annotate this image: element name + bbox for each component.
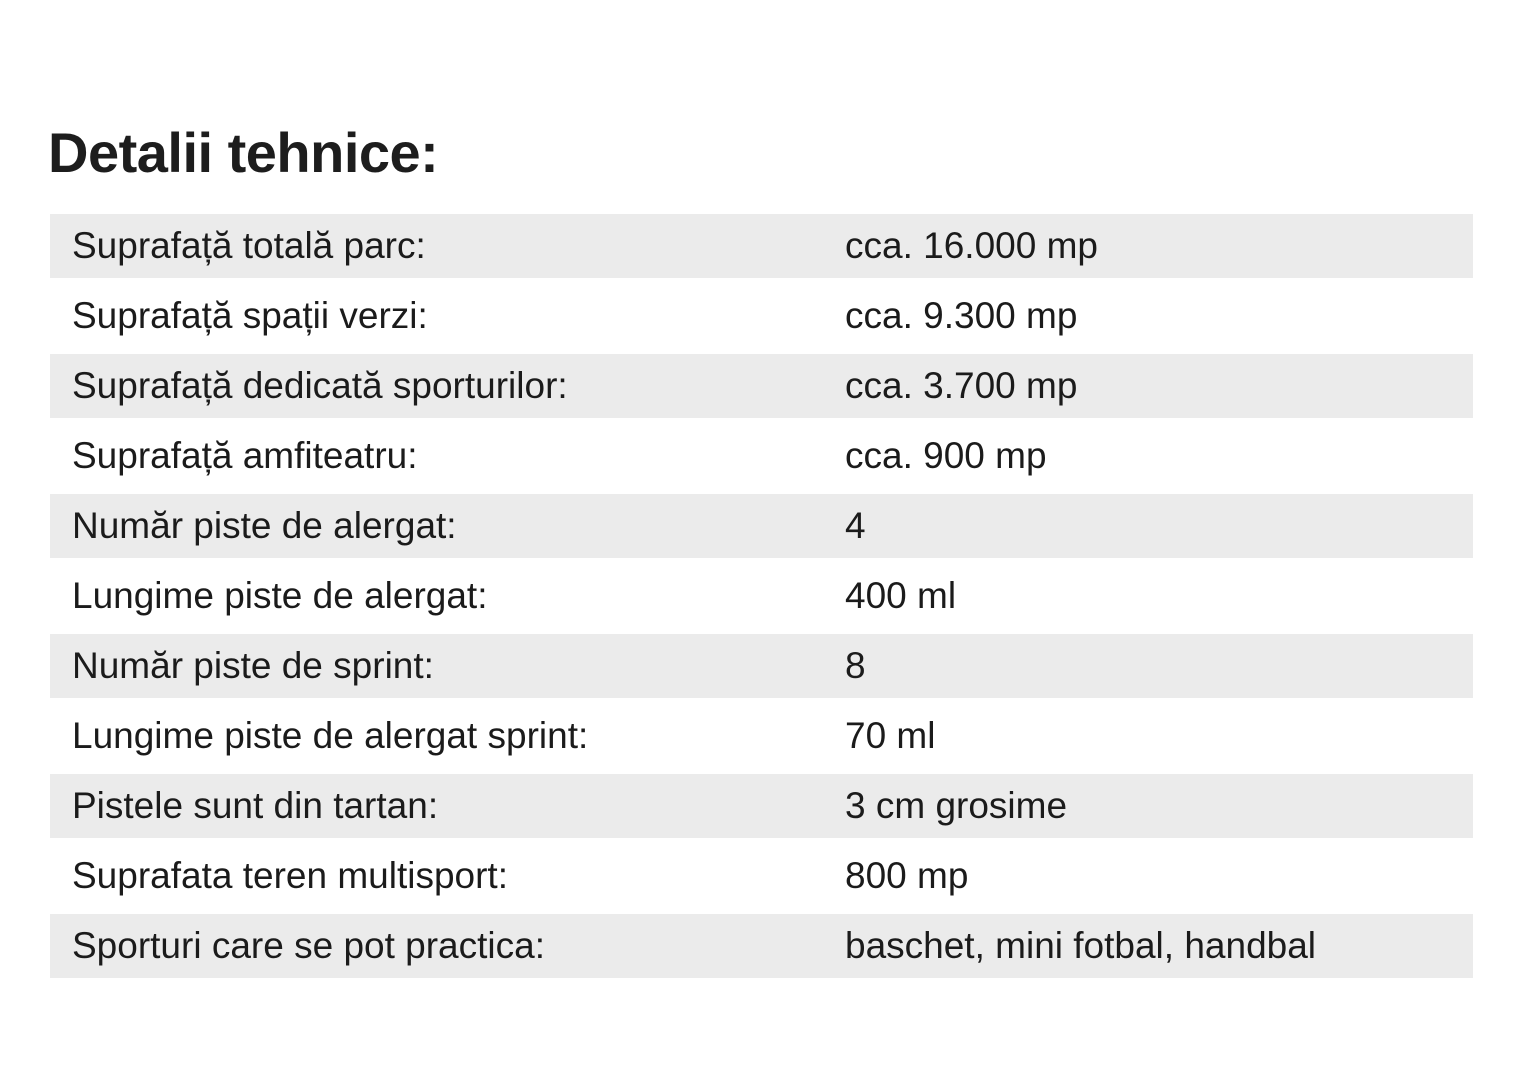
table-row bbox=[50, 634, 1473, 698]
spec-value: 8 bbox=[845, 645, 866, 686]
spec-value: cca. 3.700 mp bbox=[845, 365, 1078, 406]
spec-value: cca. 9.300 mp bbox=[845, 295, 1078, 336]
table-row bbox=[50, 558, 1473, 634]
spec-value: baschet, mini fotbal, handbal bbox=[845, 925, 1317, 966]
table-row bbox=[50, 914, 1473, 978]
table-row bbox=[50, 214, 1473, 278]
spec-value: cca. 16.000 mp bbox=[845, 225, 1098, 266]
spec-label: Lungime piste de alergat sprint: bbox=[72, 715, 589, 756]
spec-value: 400 ml bbox=[845, 575, 957, 616]
page-title: Detalii tehnice: bbox=[48, 121, 439, 184]
spec-label: Număr piste de alergat: bbox=[72, 505, 457, 546]
spec-label: Suprafață amfiteatru: bbox=[72, 435, 418, 476]
spec-label: Suprafață totală parc: bbox=[72, 225, 426, 266]
spec-label: Sporturi care se pot practica: bbox=[72, 925, 545, 966]
table-row bbox=[50, 838, 1473, 914]
spec-label: Suprafață spații verzi: bbox=[72, 295, 428, 336]
spec-value: 800 mp bbox=[845, 855, 969, 896]
spec-value: cca. 900 mp bbox=[845, 435, 1047, 476]
spec-value: 70 ml bbox=[845, 715, 936, 756]
spec-label: Suprafata teren multisport: bbox=[72, 855, 508, 896]
table-row bbox=[50, 774, 1473, 838]
table-row bbox=[50, 418, 1473, 494]
spec-label: Număr piste de sprint: bbox=[72, 645, 434, 686]
table-row bbox=[50, 698, 1473, 774]
spec-value: 4 bbox=[845, 505, 866, 546]
specs-table bbox=[50, 214, 1473, 978]
spec-value: 3 cm grosime bbox=[845, 785, 1068, 826]
spec-label: Lungime piste de alergat: bbox=[72, 575, 488, 616]
table-row bbox=[50, 278, 1473, 354]
table-row bbox=[50, 494, 1473, 558]
spec-label: Suprafață dedicată sporturilor: bbox=[72, 365, 568, 406]
spec-label: Pistele sunt din tartan: bbox=[72, 785, 439, 826]
table-row bbox=[50, 354, 1473, 418]
